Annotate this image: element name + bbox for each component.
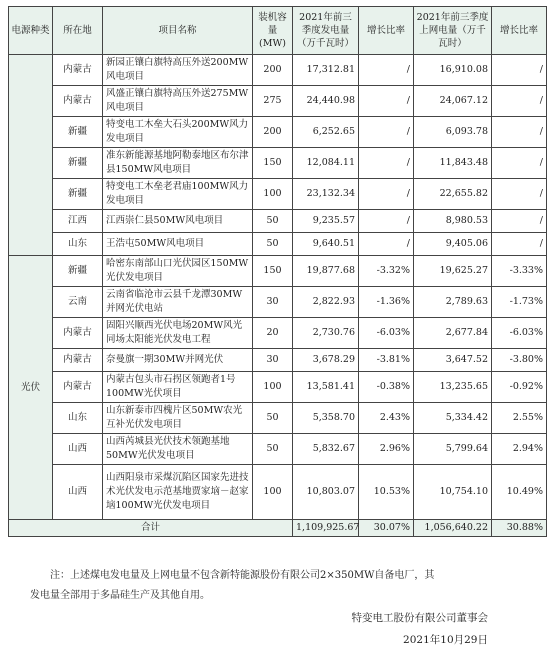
grid-electricity-cell: 9,405.06: [414, 233, 492, 256]
generation-growth-cell: 2.96%: [359, 434, 414, 465]
header-grid-electricity: 2021年前三季度上网电量（万千瓦时）: [414, 7, 492, 55]
location-cell: 内蒙古: [53, 86, 103, 117]
generation-growth-cell: -0.38%: [359, 372, 414, 403]
project-name-cell: 云南省临沧市云县千龙潭30MW并网光伏电站: [103, 287, 253, 318]
table-row: [9, 403, 547, 434]
location-cell: 新疆: [53, 256, 103, 287]
generation-cell: 5,358.70: [293, 403, 359, 434]
total-grid-growth: 30.88%: [492, 520, 547, 537]
project-name-cell: 固阳兴顺西光伏电场20MW风光同场太阳能光伏发电工程: [103, 318, 253, 349]
generation-growth-cell: 10.53%: [359, 465, 414, 520]
capacity-cell: 30: [253, 287, 293, 318]
grid-growth-cell: /: [492, 179, 547, 210]
grid-electricity-cell: 13,235.65: [414, 372, 492, 403]
grid-electricity-cell: 2,677.84: [414, 318, 492, 349]
grid-electricity-cell: 11,843.48: [414, 148, 492, 179]
grid-growth-cell: -6.03%: [492, 318, 547, 349]
grid-electricity-cell: 3,647.52: [414, 349, 492, 372]
table-header-row: [9, 7, 547, 55]
table-row: [9, 210, 547, 233]
table-row: [9, 287, 547, 318]
power-type-cell: 光伏: [9, 256, 53, 520]
total-generation-growth: 30.07%: [359, 520, 414, 537]
project-name-cell: 王浩屯50MW风电项目: [103, 233, 253, 256]
project-name-cell: 山西阳泉市采煤沉陷区国家先进技术光伏发电示范基地贾家垴－赵家垴100MW光伏发电项目: [103, 465, 253, 520]
generation-cell: 2,730.76: [293, 318, 359, 349]
grid-electricity-cell: 5,799.64: [414, 434, 492, 465]
grid-growth-cell: 2.94%: [492, 434, 547, 465]
table-row: [9, 372, 547, 403]
generation-cell: 23,132.34: [293, 179, 359, 210]
total-generation: 1,109,925.67: [293, 520, 359, 537]
generation-growth-cell: /: [359, 86, 414, 117]
location-cell: 内蒙古: [53, 318, 103, 349]
grid-growth-cell: -3.80%: [492, 349, 547, 372]
footnote-line-1: 注：上述煤电发电量及上网电量不包含新特能源股份有限公司2×350MW自备电厂，其: [50, 570, 435, 581]
grid-growth-cell: /: [492, 117, 547, 148]
capacity-cell: 200: [253, 55, 293, 86]
location-cell: 山东: [53, 403, 103, 434]
project-name-cell: 哈密东南部山口光伏园区150MW光伏发电项目: [103, 256, 253, 287]
capacity-cell: 50: [253, 434, 293, 465]
grid-electricity-cell: 10,754.10: [414, 465, 492, 520]
signature-date: 2021年10月29日: [403, 634, 488, 646]
capacity-cell: 50: [253, 233, 293, 256]
generation-growth-cell: -3.32%: [359, 256, 414, 287]
signature-company: 特变电工股份有限公司董事会: [351, 612, 488, 624]
grid-growth-cell: /: [492, 86, 547, 117]
table-row: [9, 318, 547, 349]
grid-growth-cell: /: [492, 233, 547, 256]
capacity-cell: 20: [253, 318, 293, 349]
capacity-cell: 100: [253, 465, 293, 520]
grid-growth-cell: -1.73%: [492, 287, 547, 318]
generation-cell: 24,440.98: [293, 86, 359, 117]
location-cell: 云南: [53, 287, 103, 318]
generation-cell: 9,640.51: [293, 233, 359, 256]
location-cell: 山西: [53, 465, 103, 520]
project-name-cell: 新园正镶白旗特高压外送200MW风电项目: [103, 55, 253, 86]
grid-growth-cell: /: [492, 55, 547, 86]
location-cell: 新疆: [53, 179, 103, 210]
header-project-name: 项目名称: [103, 7, 253, 55]
table-row: [9, 179, 547, 210]
header-location: 所在地: [53, 7, 103, 55]
grid-growth-cell: 2.55%: [492, 403, 547, 434]
header-power-type: 电源种类: [9, 7, 53, 55]
project-name-cell: 特变电工木垒大石头200MW风力发电项目: [103, 117, 253, 148]
generation-cell: 17,312.81: [293, 55, 359, 86]
grid-growth-cell: /: [492, 148, 547, 179]
project-name-cell: 山西芮城县光伏技术领跑基地50MW光伏发电项目: [103, 434, 253, 465]
table-row: [9, 86, 547, 117]
table-row: [9, 465, 547, 520]
grid-electricity-cell: 6,093.78: [414, 117, 492, 148]
generation-cell: 6,252.65: [293, 117, 359, 148]
header-generation-growth: 增长比率: [359, 7, 414, 55]
project-name-cell: 内蒙古包头市石拐区领跑者1号100MW光伏项目: [103, 372, 253, 403]
generation-growth-cell: 2.43%: [359, 403, 414, 434]
generation-cell: 2,822.93: [293, 287, 359, 318]
grid-growth-cell: /: [492, 210, 547, 233]
grid-electricity-cell: 5,334.42: [414, 403, 492, 434]
total-label: 合计: [9, 520, 293, 537]
generation-cell: 5,832.67: [293, 434, 359, 465]
location-cell: 江西: [53, 210, 103, 233]
capacity-cell: 275: [253, 86, 293, 117]
table-row: [9, 233, 547, 256]
header-grid-growth: 增长比率: [492, 7, 547, 55]
signature-block: [352, 607, 489, 651]
footnote-line-2: 发电量全部用于多晶硅生产及其他自用。: [30, 590, 210, 601]
grid-electricity-cell: 2,789.63: [414, 287, 492, 318]
project-name-cell: 山东新泰市四槐片区50MW农光互补光伏发电项目: [103, 403, 253, 434]
capacity-cell: 50: [253, 403, 293, 434]
location-cell: 山东: [53, 233, 103, 256]
generation-cell: 13,581.41: [293, 372, 359, 403]
generation-growth-cell: -3.81%: [359, 349, 414, 372]
grid-growth-cell: -0.92%: [492, 372, 547, 403]
grid-growth-cell: -3.33%: [492, 256, 547, 287]
generation-growth-cell: /: [359, 233, 414, 256]
project-name-cell: 江西崇仁县50MW风电项目: [103, 210, 253, 233]
generation-growth-cell: /: [359, 179, 414, 210]
capacity-cell: 150: [253, 148, 293, 179]
generation-growth-cell: /: [359, 117, 414, 148]
grid-electricity-cell: 8,980.53: [414, 210, 492, 233]
generation-growth-cell: -6.03%: [359, 318, 414, 349]
power-type-cell: [9, 55, 53, 256]
total-row: [9, 520, 547, 537]
generation-growth-cell: /: [359, 210, 414, 233]
capacity-cell: 100: [253, 179, 293, 210]
project-name-cell: 特变电工木垒老君庙100MW风力发电项目: [103, 179, 253, 210]
project-name-cell: 风盛正镶白旗特高压外送275MW风电项目: [103, 86, 253, 117]
generation-growth-cell: /: [359, 55, 414, 86]
grid-electricity-cell: 22,655.82: [414, 179, 492, 210]
location-cell: 内蒙古: [53, 372, 103, 403]
grid-electricity-cell: 19,625.27: [414, 256, 492, 287]
table-row: [9, 117, 547, 148]
generation-cell: 12,084.11: [293, 148, 359, 179]
generation-cell: 3,678.29: [293, 349, 359, 372]
generation-growth-cell: /: [359, 148, 414, 179]
project-name-cell: 准东新能源基地阿勒泰地区布尔津县150MW风电项目: [103, 148, 253, 179]
generation-cell: 19,877.68: [293, 256, 359, 287]
header-generation: 2021年前三季度发电量（万千瓦时）: [293, 7, 359, 55]
capacity-cell: 150: [253, 256, 293, 287]
table-row: [9, 256, 547, 287]
capacity-cell: 50: [253, 210, 293, 233]
grid-electricity-cell: 16,910.08: [414, 55, 492, 86]
location-cell: 内蒙古: [53, 349, 103, 372]
capacity-cell: 100: [253, 372, 293, 403]
capacity-cell: 200: [253, 117, 293, 148]
generation-cell: 9,235.57: [293, 210, 359, 233]
capacity-cell: 30: [253, 349, 293, 372]
generation-growth-cell: -1.36%: [359, 287, 414, 318]
location-cell: 山西: [53, 434, 103, 465]
grid-electricity-cell: 24,067.12: [414, 86, 492, 117]
header-capacity: 装机容量(MW): [253, 7, 293, 55]
table-row: [9, 349, 547, 372]
generation-table: [8, 6, 547, 537]
location-cell: 内蒙古: [53, 55, 103, 86]
total-grid: 1,056,640.22: [414, 520, 492, 537]
grid-growth-cell: 10.49%: [492, 465, 547, 520]
generation-cell: 10,803.07: [293, 465, 359, 520]
table-row: [9, 434, 547, 465]
location-cell: 新疆: [53, 117, 103, 148]
table-row: [9, 55, 547, 86]
footnote: [30, 566, 535, 606]
project-name-cell: 奈曼旗一期30MW并网光伏: [103, 349, 253, 372]
location-cell: 新疆: [53, 148, 103, 179]
table-row: [9, 148, 547, 179]
